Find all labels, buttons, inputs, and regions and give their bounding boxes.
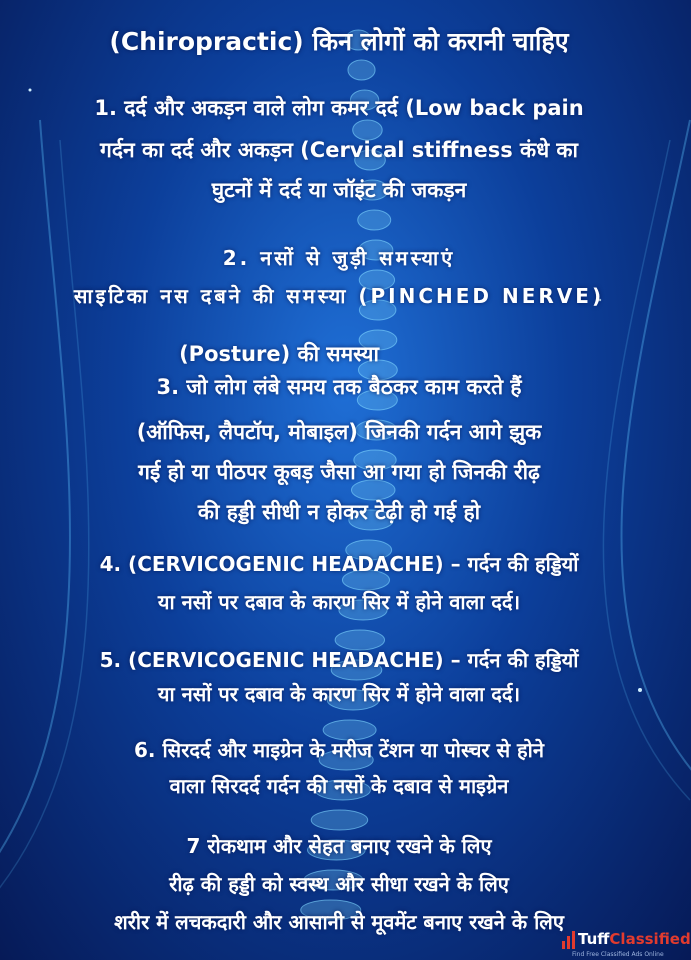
item-7-line-2: रीढ़ की हड्डी को स्वस्थ और सीधा रखने के लिए bbox=[169, 872, 509, 896]
item-3-line-2: 3. जो लोग लंबे समय तक बैठकर काम करते हैं bbox=[156, 375, 522, 399]
item-1-line-2: गर्दन का दर्द और अकड़न (Cervical stiffness कंधे का bbox=[100, 138, 578, 162]
item-7-line-1: 7 रोकथाम और सेहत बनाए रखने के लिए bbox=[186, 834, 492, 858]
bars-icon bbox=[562, 929, 575, 949]
vertebra bbox=[311, 810, 367, 830]
item-3-line-5: की हड्डी सीधी न होकर टेढ़ी हो गई हो bbox=[197, 500, 481, 524]
item-2-line-2: साइटिका नस दबने की समस्या (PINCHED NERVE) bbox=[73, 284, 605, 308]
item-4-line-1: 4. (CERVICOGENIC HEADACHE) – गर्दन की हड्डियों bbox=[99, 552, 579, 576]
item-6-line-2: वाला सिरदर्द गर्दन की नसों के दबाव से माइग्रेन bbox=[169, 774, 509, 798]
item-4-line-2: या नसों पर दबाव के कारण सिर में होने वाला दर्द। bbox=[157, 590, 521, 614]
item-5-line-1: 5. (CERVICOGENIC HEADACHE) – गर्दन की हड्डियों bbox=[99, 648, 579, 672]
watermark-tagline: Find Free Classified Ads Online bbox=[572, 951, 664, 958]
item-3-line-1: (Posture) की समस्या bbox=[179, 342, 379, 366]
vertebra bbox=[348, 60, 375, 80]
item-3-line-3: (ऑफिस, लैपटॉप, मोबाइल) जिनकी गर्दन आगे झुक bbox=[136, 420, 542, 444]
item-3-line-4: गई हो या पीठपर कूबड़ जैसा आ गया हो जिनकी रीढ़ bbox=[138, 460, 540, 484]
item-1-line-1: 1. दर्द और अकड़न वाले लोग कमर दर्द (Low back pain bbox=[94, 96, 584, 120]
item-7-line-3: शरीर में लचकदारी और आसानी से मूवमेंट बनाए रखने के लिए bbox=[114, 910, 564, 934]
item-5-line-2: या नसों पर दबाव के कारण सिर में होने वाला दर्द। bbox=[157, 682, 521, 706]
watermark-brand: TuffClassified bbox=[578, 930, 691, 948]
page-title: (Chiropractic) किन लोगों को करानी चाहिए bbox=[109, 27, 569, 56]
vertebra bbox=[358, 210, 391, 230]
item-1-line-3: घुटनों में दर्द या जॉइंट की जकड़न bbox=[211, 178, 467, 202]
watermark-logo bbox=[562, 922, 691, 958]
item-2-line-1: 2. नसों से जुड़ी समस्याएं bbox=[222, 246, 456, 270]
item-6-line-1: 6. सिरदर्द और माइग्रेन के मरीज टेंशन या पोस्चर से होने bbox=[134, 738, 544, 762]
